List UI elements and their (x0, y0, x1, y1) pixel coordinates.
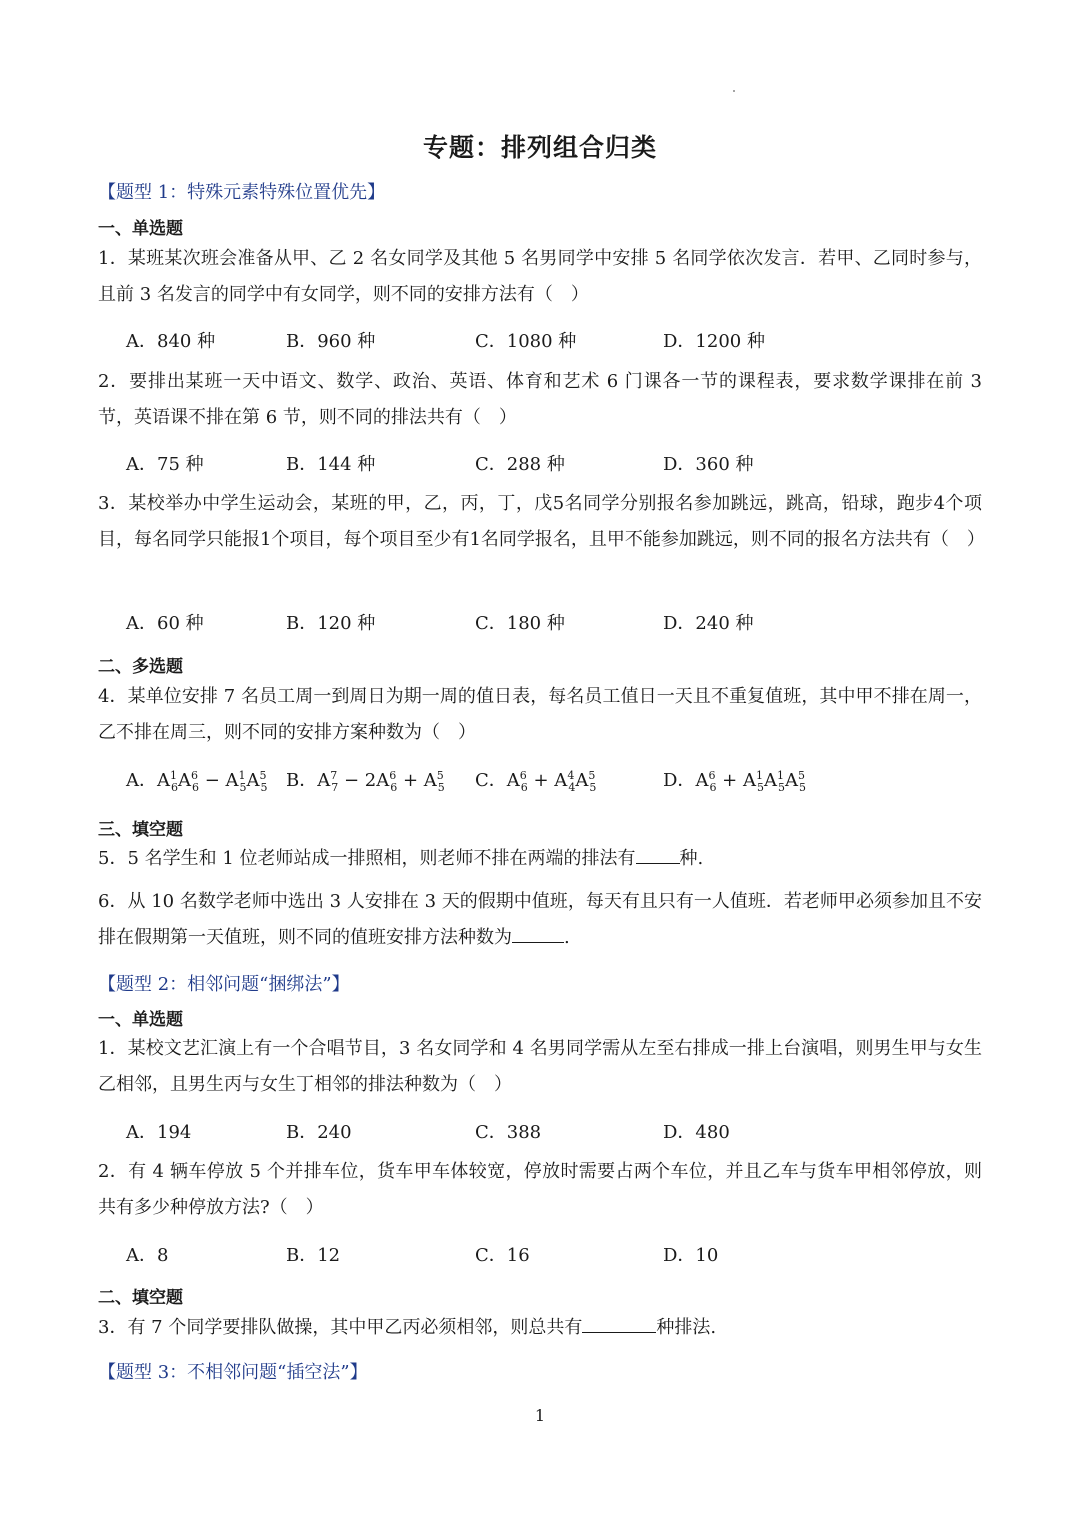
section-header-type1: 【题型 1：特殊元素特殊位置优先】 (98, 182, 386, 203)
option-label: B． (286, 770, 318, 791)
question-1-2: 2．要排出某班一天中语文、数学、政治、英语、体育和艺术 6 门课各一节的课程表，要求数学课排在前 3 节，英语课不排在第 6 节，则不同的排法共有（ ） (98, 371, 982, 428)
option-d: D．10 (663, 1245, 719, 1266)
subsection-multiple-choice: 二、多选题 (98, 657, 183, 677)
option-label: A． (126, 770, 157, 791)
option-c: C．1080 种 (475, 331, 577, 352)
question-text: 种. (679, 848, 704, 869)
option-d: D．$A^6_6 + A^1_5A^1_5A^5_5$ (663, 769, 806, 794)
option-c: C．$A^6_6 + A^4_4A^5_5$ (475, 769, 597, 794)
option-c: C．180 种 (475, 613, 565, 634)
option-a: A．60 种 (126, 613, 204, 634)
question-2-2: 2．有 4 辆车停放 5 个并排车位，货车甲车体较宽，停放时需要占两个车位，并且乙车与货车甲相邻停放，则共有多少种停放方法?（ ） (98, 1161, 982, 1218)
option-c: C．388 (475, 1122, 542, 1143)
question-2-1: 1．某校文艺汇演上有一个合唱节目，3 名女同学和 4 名男同学需从左至右排成一排上台演唱，则男生甲与女生乙相邻，且男生丙与女生丁相邻的排法种数为（ ） (98, 1038, 982, 1095)
option-c: C．16 (475, 1245, 530, 1266)
option-a: A．8 (126, 1245, 169, 1266)
subsection-single-choice: 一、单选题 (98, 1010, 183, 1030)
option-label: D． (663, 770, 696, 791)
subsection-fill-blank: 三、填空题 (98, 820, 183, 840)
options-1-2 (126, 450, 986, 480)
subsection-fill-blank: 二、填空题 (98, 1288, 183, 1308)
option-a: A．194 (126, 1122, 192, 1143)
option-d: D．360 种 (663, 454, 754, 475)
question-1-5 (98, 841, 982, 877)
question-2-3 (98, 1310, 982, 1346)
option-d: D．1200 种 (663, 331, 765, 352)
option-d: D．480 (663, 1122, 730, 1143)
question-text: 6．从 10 名数学老师中选出 3 人安排在 3 天的假期中值班，每天有且只有一人值班．若老师甲必须参加且不安排在假期第一天值班，则不同的值班安排方法种数为 (98, 891, 982, 948)
question-1-3: 3．某校举办中学生运动会，某班的甲，乙，丙，丁，戊5名同学分别报名参加跳远，跳高，铅球，跑步4个项目，每名同学只能报1个项目，每个项目至少有1名同学报名，且甲不能参加跳远，则不同的报名方法共有（ ） (98, 493, 985, 550)
options-1-1 (126, 327, 986, 357)
option-b: B．$A^7_7 - 2A^6_6 + A^5_5$ (286, 769, 445, 794)
option-b: B．960 种 (286, 331, 376, 352)
option-b: B．144 种 (286, 454, 376, 475)
options-1-3 (126, 609, 986, 639)
section-header-type3: 【题型 3：不相邻问题“插空法”】 (98, 1362, 368, 1383)
answer-blank[interactable] (512, 924, 564, 943)
option-d: D．240 种 (663, 613, 754, 634)
option-label: C． (475, 770, 507, 791)
option-b: B．12 (286, 1245, 341, 1266)
scan-speck (733, 90, 735, 92)
question-text: . (564, 927, 570, 948)
section-header-type2: 【题型 2：相邻问题“捆绑法”】 (98, 974, 350, 995)
question-text: 5．5 名学生和 1 位老师站成一排照相，则老师不排在两端的排法有 (98, 848, 636, 869)
question-text: 3．有 7 个同学要排队做操，其中甲乙丙必须相邻，则总共有 (98, 1317, 583, 1338)
question-text: 种排法. (656, 1317, 717, 1338)
option-c: C．288 种 (475, 454, 565, 475)
options-2-2 (126, 1241, 986, 1271)
page-number: 1 (534, 1406, 546, 1425)
option-b: B．240 (286, 1122, 352, 1143)
question-1-4: 4．某单位安排 7 名员工周一到周日为期一周的值日表，每名员工值日一天且不重复值班，其中甲不排在周一，乙不排在周三，则不同的安排方案种数为（ ） (98, 686, 982, 743)
option-a: A．$A^1_6A^6_6 - A^1_5A^5_5$ (126, 769, 268, 794)
option-a: A．840 种 (126, 331, 216, 352)
page-title: 专题：排列组合归类 (422, 133, 657, 162)
answer-blank[interactable] (636, 845, 680, 864)
answer-blank[interactable] (582, 1314, 656, 1333)
subsection-single-choice: 一、单选题 (98, 219, 183, 239)
question-1-1: 1．某班某次班会准备从甲、乙 2 名女同学及其他 5 名男同学中安排 5 名同学依次发言．若甲、乙同时参与，且前 3 名发言的同学中有女同学，则不同的安排方法有（ ） (98, 248, 982, 305)
question-1-6 (98, 884, 982, 956)
options-1-4 (126, 766, 986, 796)
options-2-1 (126, 1118, 986, 1148)
option-b: B．120 种 (286, 613, 376, 634)
option-a: A．75 种 (126, 454, 204, 475)
